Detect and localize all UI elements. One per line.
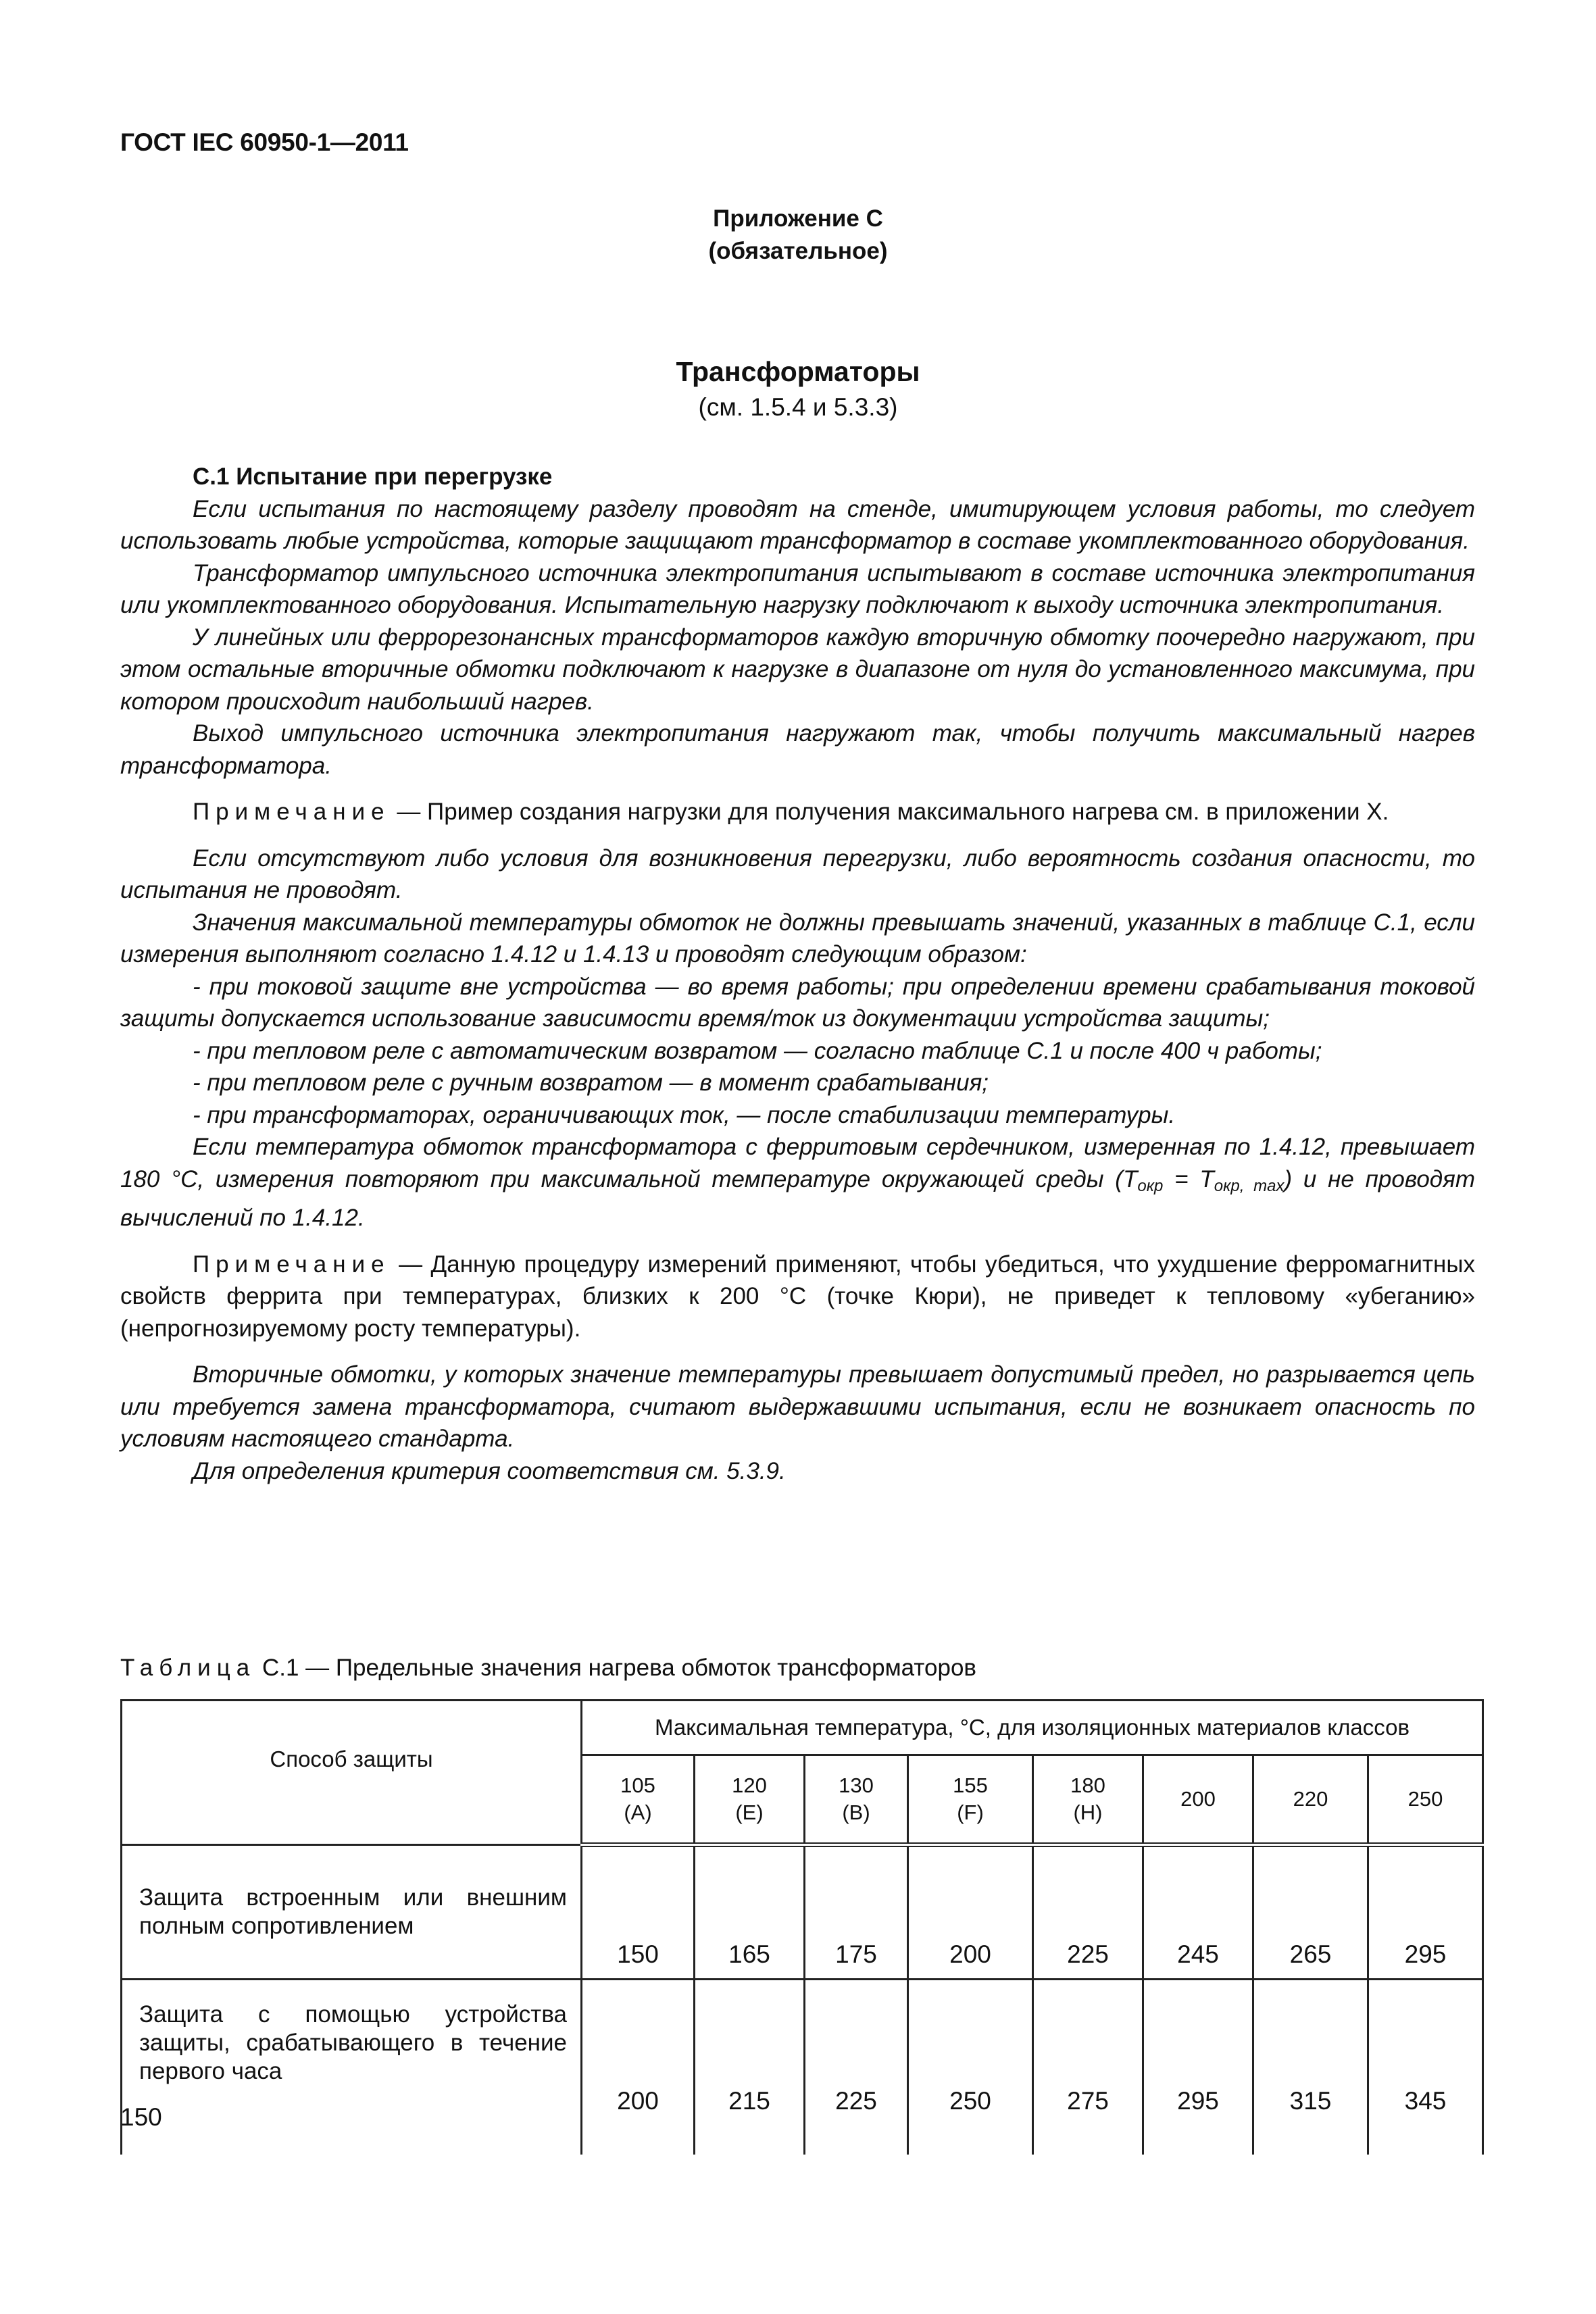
value-cell: 245: [1143, 1845, 1253, 1980]
table-caption-label: Таблица: [120, 1655, 256, 1681]
table-caption-text: С.1 — Предельные значения нагрева обмоток трансформаторов: [255, 1655, 976, 1681]
note-text: — Пример создания нагрузки для получения максимального нагрева см. в приложении X.: [390, 799, 1389, 825]
value-cell: 265: [1253, 1845, 1368, 1980]
section-heading: С.1 Испытание при перегрузке: [193, 463, 553, 490]
value-cell: 315: [1253, 1980, 1368, 2155]
note-label: Примечание: [193, 1251, 391, 1278]
value-cell: 150: [582, 1845, 695, 1980]
method-column-header: Способ защиты: [122, 1701, 582, 1845]
paragraph: Если температура обмоток трансформатора с ферритовым сердечником, измеренная по 1.4.12, превышает 180 °С, измерения повторяют при максимальной температуре окружающей среды $(T_{окр} = T_{окр, max})$ и не проводят вычислений по 1.4.12.: [120, 1134, 1476, 1231]
value-cell: 275: [1033, 1980, 1143, 2155]
class-header: 105 (A): [582, 1755, 695, 1845]
class-header: 220: [1253, 1755, 1368, 1845]
table-row: [122, 1845, 1483, 1980]
annex-status: (обязательное): [708, 238, 888, 264]
value-cell: 215: [695, 1980, 805, 2155]
method-cell: Защита с помощью устройства защиты, срабатывающего в течение первого часа: [122, 1980, 582, 2155]
temperature-column-header: Максимальная температура, °С, для изоляционных материалов классов: [582, 1701, 1483, 1755]
class-header: 155 (F): [908, 1755, 1033, 1845]
paragraph: У линейных или феррорезонансных трансформаторов каждую вторичную обмотку поочередно нагружают, при этом остальные вторичные обмотки подключают к нагрузке в диапазоне от нуля до установленного максимума, при котором происходит наибольший нагрев.: [120, 624, 1475, 715]
paragraph: Трансформатор импульсного источника электропитания испытывают в составе источника электропитания или укомплектованного оборудования. Испытательную нагрузку подключают к выходу источника электропитания.: [120, 559, 1475, 618]
class-header: 120 (E): [695, 1755, 805, 1845]
value-cell: 295: [1143, 1980, 1253, 2155]
value-cell: 200: [908, 1845, 1033, 1980]
list-item: - при тепловом реле с автоматическим возвратом — согласно таблице С.1 и после 400 ч работы;: [193, 1037, 1322, 1064]
annex-title: Трансформаторы: [676, 356, 920, 387]
list-item: - при токовой защите вне устройства — во время работы; при определении времени срабатывания токовой защиты допускается использование зависимости время/ток из документации устройства защиты;: [120, 973, 1475, 1032]
note-text: — Данную процедуру измерений применяют, чтобы убедиться, что ухудшение ферромагнитных свойств феррита при температурах, близких к 200 °С (точке Кюри), не приведет к тепловому «убеганию» (непрогнозируемому росту температуры).: [120, 1251, 1475, 1342]
class-header: 180 (H): [1033, 1755, 1143, 1845]
paragraph: Выход импульсного источника электропитания нагружают так, чтобы получить максимальный нагрев трансформатора.: [120, 720, 1475, 779]
value-cell: 295: [1368, 1845, 1483, 1980]
class-header: 250: [1368, 1755, 1483, 1845]
annex-body: [120, 461, 1475, 1487]
annex-label: Приложение С: [713, 205, 883, 232]
page-number: 150: [120, 2103, 162, 2131]
paragraph: Значения максимальной температуры обмоток не должны превышать значений, указанных в таблице С.1, если измерения выполняют согласно 1.4.12 и 1.4.13 и проводят следующим образом:: [120, 909, 1475, 967]
method-cell: Защита встроенным или внешним полным сопротивлением: [122, 1845, 582, 1980]
paragraph: Для определения критерия соответствия см. 5.3.9.: [193, 1457, 786, 1484]
paragraph: Если испытания по настоящему разделу проводят на стенде, имитирующем условия работы, то следует использовать любые устройства, которые защищают трансформатор в составе укомплектованного оборудования.: [120, 495, 1475, 554]
note: [120, 1249, 1475, 1345]
value-cell: 225: [805, 1980, 908, 2155]
value-cell: 345: [1368, 1980, 1483, 2155]
table-caption: [120, 1653, 976, 1683]
value-cell: 165: [695, 1845, 805, 1980]
list-item: - при тепловом реле с ручным возвратом — в момент срабатывания;: [193, 1070, 989, 1096]
value-cell: 175: [805, 1845, 908, 1980]
paragraph: Вторичные обмотки, у которых значение температуры превышает допустимый предел, но разрывается цепь или требуется замена трансформатора, считают выдержавшими испытания, если не возникает опасность по условиям настоящего стандарта.: [120, 1361, 1475, 1452]
class-header: 200: [1143, 1755, 1253, 1845]
temperature-limits-table: [120, 1699, 1484, 2155]
value-cell: 250: [908, 1980, 1033, 2155]
note-label: Примечание: [193, 799, 391, 825]
note: [120, 796, 1475, 828]
annex-heading: [0, 203, 1596, 268]
class-header: 130 (B): [805, 1755, 908, 1845]
annex-subtitle: (см. 1.5.4 и 5.3.3): [698, 393, 898, 421]
table-row: [122, 1980, 1483, 2155]
paragraph: Если отсутствуют либо условия для возникновения перегрузки, либо вероятность создания опасности, то испытания не проводят.: [120, 845, 1475, 903]
value-cell: 225: [1033, 1845, 1143, 1980]
list-item: - при трансформаторах, ограничивающих ток, — после стабилизации температуры.: [193, 1101, 1176, 1128]
value-cell: 200: [582, 1980, 695, 2155]
standard-header: ГОСТ IEC 60950-1—2011: [120, 128, 409, 156]
